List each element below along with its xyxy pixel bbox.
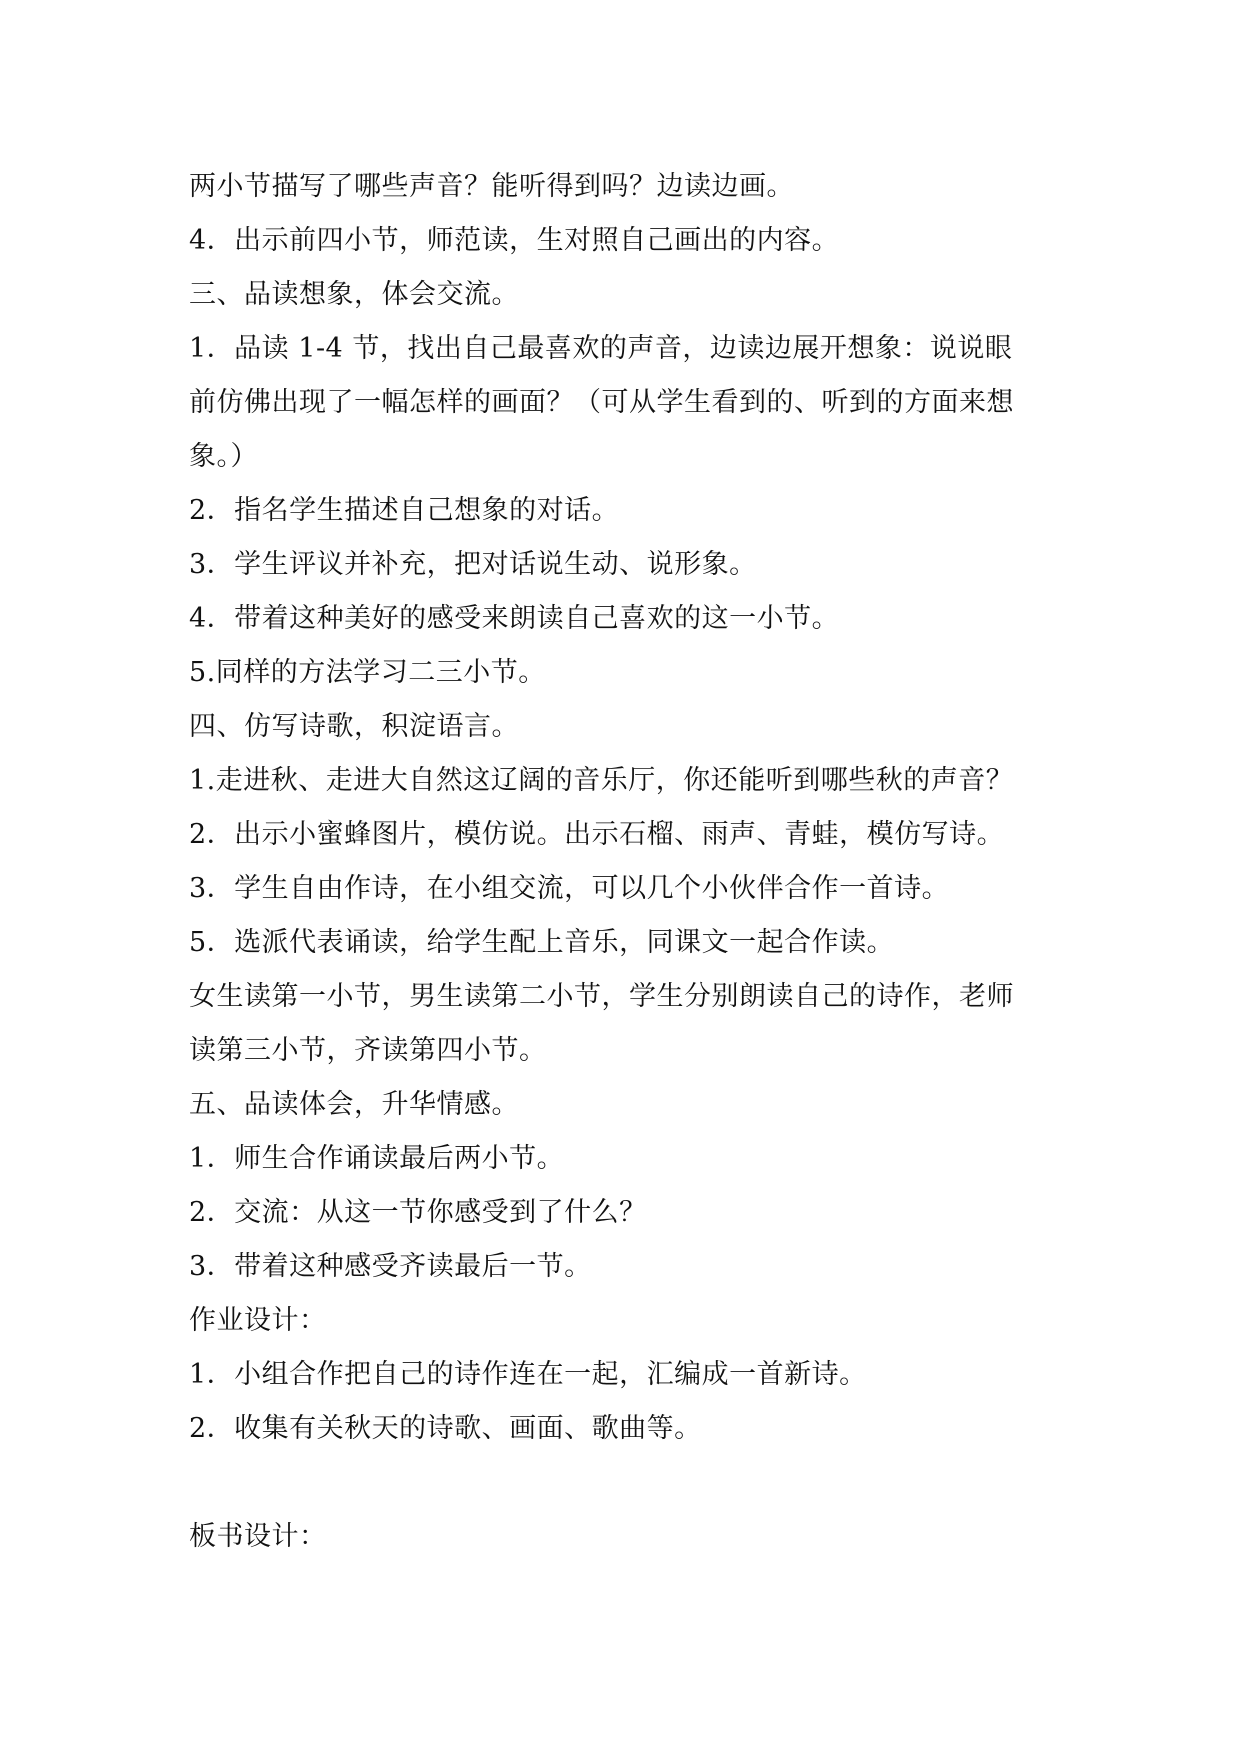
text-line-5: 前仿佛出现了一幅怎样的画面？（可从学生看到的、听到的方面来想 bbox=[189, 387, 1014, 418]
text-line-15: 5．选派代表诵读，给学生配上音乐，同课文一起合作读。 bbox=[189, 927, 895, 958]
section-heading-3: 三、品读想象，体会交流。 bbox=[189, 279, 519, 310]
text-line-6: 象。） bbox=[189, 441, 258, 472]
text-line-13: 2．出示小蜜蜂图片，模仿说。出示石榴、雨声、青蛙，模仿写诗。 bbox=[189, 819, 1005, 850]
board-design-heading: 板书设计： bbox=[189, 1521, 327, 1552]
text-line-17: 读第三小节，齐读第四小节。 bbox=[189, 1035, 547, 1066]
text-line-16: 女生读第一小节，男生读第二小节，学生分别朗读自己的诗作，老师 bbox=[189, 981, 1014, 1012]
text-line-2: 4．出示前四小节，师范读，生对照自己画出的内容。 bbox=[189, 225, 840, 256]
text-line-21: 3．带着这种感受齐读最后一节。 bbox=[189, 1251, 592, 1282]
text-line-8: 3．学生评议并补充，把对话说生动、说形象。 bbox=[189, 549, 757, 580]
section-heading-5: 五、品读体会，升华情感。 bbox=[189, 1089, 519, 1120]
text-line-10: 5.同样的方法学习二三小节。 bbox=[189, 657, 546, 688]
blank-line bbox=[189, 1456, 1069, 1510]
text-line-23: 1．小组合作把自己的诗作连在一起，汇编成一首新诗。 bbox=[189, 1359, 867, 1390]
text-line-14: 3．学生自由作诗，在小组交流，可以几个小伙伴合作一首诗。 bbox=[189, 873, 950, 904]
document-body bbox=[189, 160, 1069, 1564]
text-line-24: 2．收集有关秋天的诗歌、画面、歌曲等。 bbox=[189, 1413, 702, 1444]
text-line-20: 2．交流：从这一节你感受到了什么？ bbox=[189, 1197, 647, 1228]
text-line-7: 2．指名学生描述自己想象的对话。 bbox=[189, 495, 620, 526]
homework-heading: 作业设计： bbox=[189, 1305, 327, 1336]
text-line-1: 两小节描写了哪些声音？能听得到吗？边读边画。 bbox=[189, 171, 794, 202]
text-line-9: 4．带着这种美好的感受来朗读自己喜欢的这一小节。 bbox=[189, 603, 840, 634]
text-line-12: 1.走进秋、走进大自然这辽阔的音乐厅，你还能听到哪些秋的声音？ bbox=[189, 765, 1014, 796]
text-line-19: 1．师生合作诵读最后两小节。 bbox=[189, 1143, 565, 1174]
section-heading-4: 四、仿写诗歌，积淀语言。 bbox=[189, 711, 519, 742]
text-line-4: 1．品读 1-4 节，找出自己最喜欢的声音，边读边展开想象：说说眼 bbox=[189, 333, 1013, 364]
